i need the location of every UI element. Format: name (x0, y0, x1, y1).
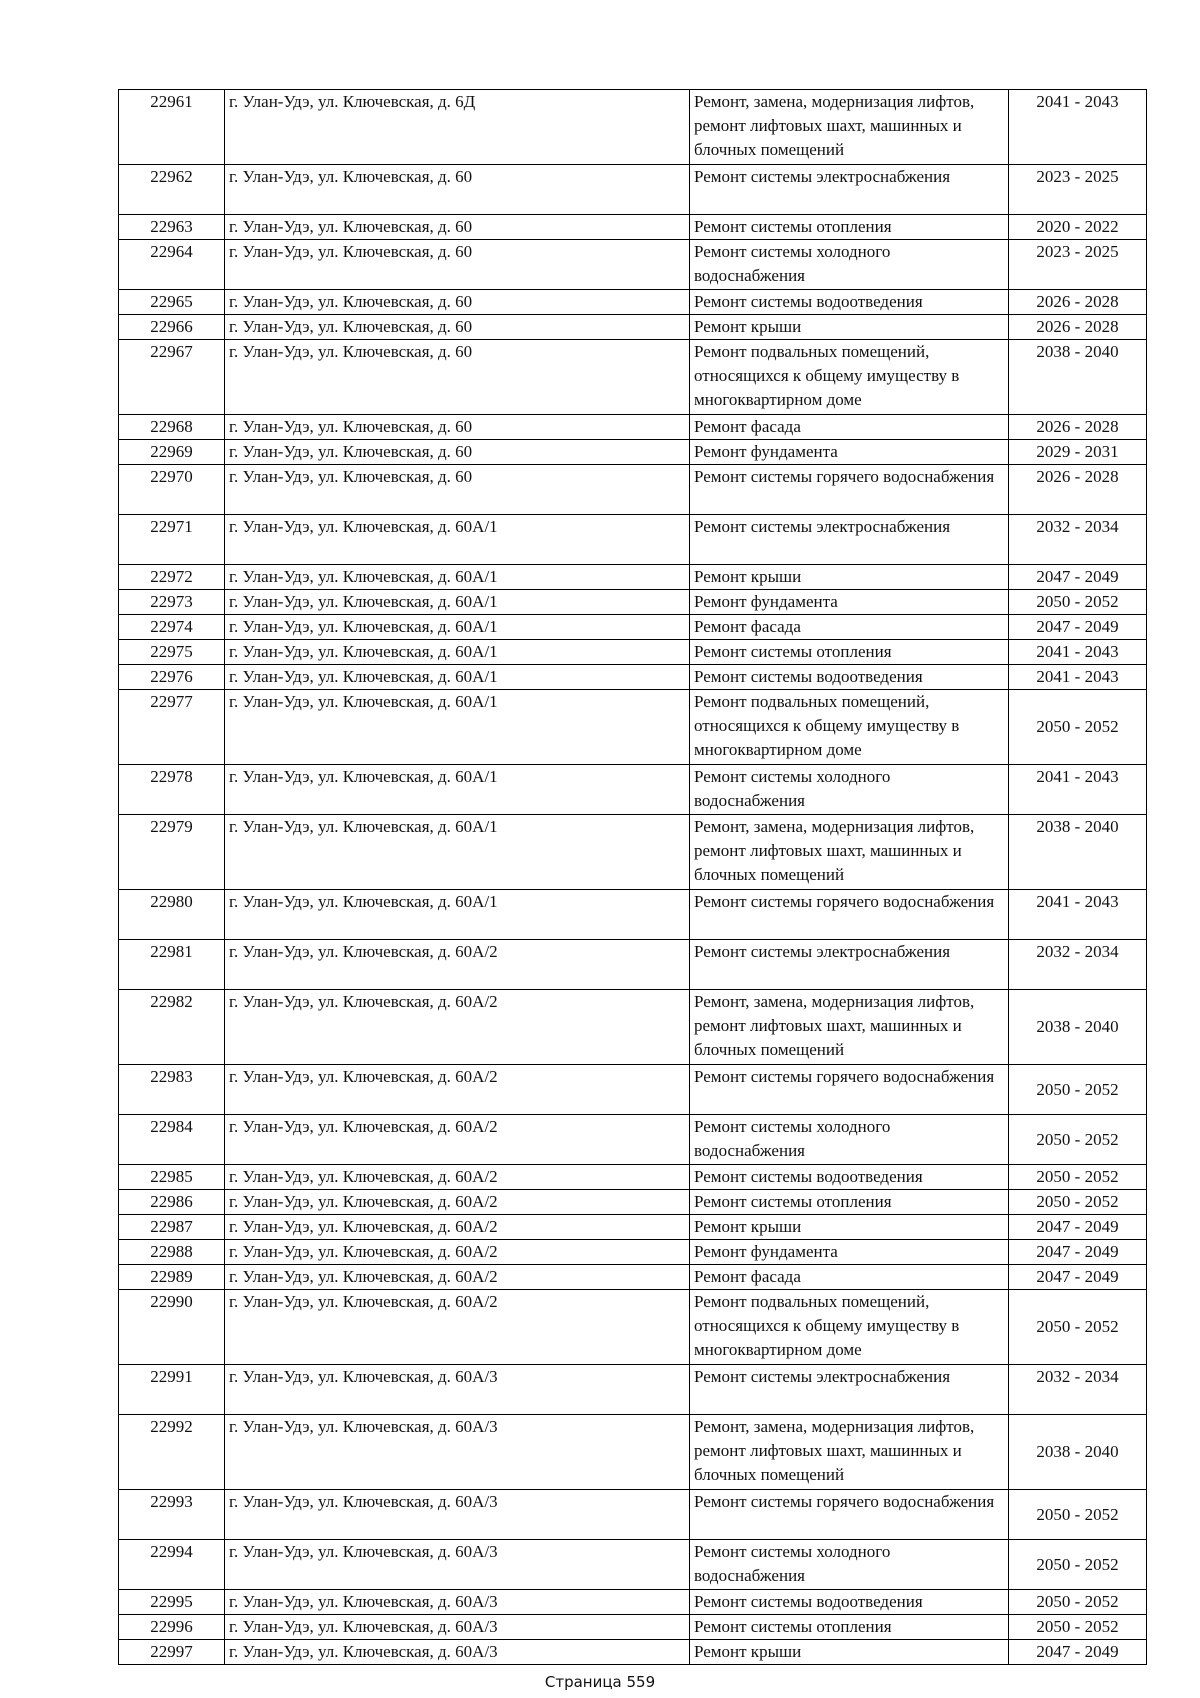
work-type-cell: Ремонт, замена, модернизация лифтов, ремонт лифтовых шахт, машинных и блочных помещений (690, 1415, 1009, 1490)
work-type-cell: Ремонт системы электроснабжения (690, 165, 1009, 215)
row-number-cell: 22963 (119, 215, 225, 240)
table-row (119, 1640, 1147, 1665)
row-number-cell: 22973 (119, 590, 225, 615)
table-row (119, 240, 1147, 290)
period-cell: 2023 - 2025 (1009, 240, 1147, 290)
page-number: Страница 559 (544, 1673, 656, 1691)
table-row (119, 590, 1147, 615)
row-number-cell: 22964 (119, 240, 225, 290)
address-cell: г. Улан-Удэ, ул. Ключевская, д. 60А/1 (225, 515, 690, 565)
address-cell: г. Улан-Удэ, ул. Ключевская, д. 60А/3 (225, 1415, 690, 1490)
period-cell: 2038 - 2040 (1009, 990, 1147, 1065)
address-cell: г. Улан-Удэ, ул. Ключевская, д. 60 (225, 465, 690, 515)
table-row (119, 515, 1147, 565)
table-row (119, 940, 1147, 990)
period-cell: 2032 - 2034 (1009, 1365, 1147, 1415)
row-number-cell: 22997 (119, 1640, 225, 1665)
table-row (119, 815, 1147, 890)
period-cell: 2050 - 2052 (1009, 1490, 1147, 1540)
work-type-cell: Ремонт фундамента (690, 590, 1009, 615)
work-type-cell: Ремонт крыши (690, 565, 1009, 590)
row-number-cell: 22978 (119, 765, 225, 815)
table-row (119, 615, 1147, 640)
period-cell: 2047 - 2049 (1009, 565, 1147, 590)
work-type-cell: Ремонт системы холодного водоснабжения (690, 240, 1009, 290)
address-cell: г. Улан-Удэ, ул. Ключевская, д. 60А/2 (225, 940, 690, 990)
period-cell: 2050 - 2052 (1009, 1615, 1147, 1640)
row-number-cell: 22991 (119, 1365, 225, 1415)
address-cell: г. Улан-Удэ, ул. Ключевская, д. 60А/2 (225, 990, 690, 1065)
address-cell: г. Улан-Удэ, ул. Ключевская, д. 60А/2 (225, 1065, 690, 1115)
table-row (119, 215, 1147, 240)
address-cell: г. Улан-Удэ, ул. Ключевская, д. 60А/1 (225, 665, 690, 690)
period-cell: 2038 - 2040 (1009, 1415, 1147, 1490)
address-cell: г. Улан-Удэ, ул. Ключевская, д. 60 (225, 340, 690, 415)
address-cell: г. Улан-Удэ, ул. Ключевская, д. 60 (225, 215, 690, 240)
row-number-cell: 22965 (119, 290, 225, 315)
row-number-cell: 22974 (119, 615, 225, 640)
table-row (119, 1065, 1147, 1115)
period-cell: 2020 - 2022 (1009, 215, 1147, 240)
table-row (119, 1415, 1147, 1490)
period-cell: 2050 - 2052 (1009, 1065, 1147, 1115)
table-row (119, 565, 1147, 590)
period-cell: 2041 - 2043 (1009, 890, 1147, 940)
period-cell: 2041 - 2043 (1009, 765, 1147, 815)
period-cell: 2029 - 2031 (1009, 440, 1147, 465)
address-cell: г. Улан-Удэ, ул. Ключевская, д. 60А/3 (225, 1365, 690, 1415)
period-cell: 2047 - 2049 (1009, 1265, 1147, 1290)
row-number-cell: 22962 (119, 165, 225, 215)
work-type-cell: Ремонт фундамента (690, 1240, 1009, 1265)
row-number-cell: 22983 (119, 1065, 225, 1115)
address-cell: г. Улан-Удэ, ул. Ключевская, д. 60 (225, 240, 690, 290)
row-number-cell: 22971 (119, 515, 225, 565)
row-number-cell: 22976 (119, 665, 225, 690)
table-row (119, 990, 1147, 1065)
work-type-cell: Ремонт подвальных помещений, относящихся к общему имуществу в многоквартирном доме (690, 1290, 1009, 1365)
address-cell: г. Улан-Удэ, ул. Ключевская, д. 60А/3 (225, 1540, 690, 1590)
work-type-cell: Ремонт подвальных помещений, относящихся к общему имуществу в многоквартирном доме (690, 690, 1009, 765)
row-number-cell: 22994 (119, 1540, 225, 1590)
period-cell: 2047 - 2049 (1009, 1240, 1147, 1265)
row-number-cell: 22986 (119, 1190, 225, 1215)
address-cell: г. Улан-Удэ, ул. Ключевская, д. 60 (225, 290, 690, 315)
work-type-cell: Ремонт системы электроснабжения (690, 1365, 1009, 1415)
work-type-cell: Ремонт, замена, модернизация лифтов, ремонт лифтовых шахт, машинных и блочных помещений (690, 990, 1009, 1065)
work-type-cell: Ремонт системы холодного водоснабжения (690, 1115, 1009, 1165)
row-number-cell: 22972 (119, 565, 225, 590)
row-number-cell: 22995 (119, 1590, 225, 1615)
period-cell: 2041 - 2043 (1009, 90, 1147, 165)
address-cell: г. Улан-Удэ, ул. Ключевская, д. 60 (225, 165, 690, 215)
address-cell: г. Улан-Удэ, ул. Ключевская, д. 60 (225, 315, 690, 340)
period-cell: 2041 - 2043 (1009, 665, 1147, 690)
row-number-cell: 22987 (119, 1215, 225, 1240)
period-cell: 2023 - 2025 (1009, 165, 1147, 215)
table-row (119, 1290, 1147, 1365)
work-type-cell: Ремонт системы электроснабжения (690, 515, 1009, 565)
work-type-cell: Ремонт фундамента (690, 440, 1009, 465)
work-type-cell: Ремонт системы горячего водоснабжения (690, 890, 1009, 940)
row-number-cell: 22981 (119, 940, 225, 990)
address-cell: г. Улан-Удэ, ул. Ключевская, д. 60А/1 (225, 690, 690, 765)
table-row (119, 1615, 1147, 1640)
table-row (119, 1365, 1147, 1415)
table-row (119, 665, 1147, 690)
table-row (119, 1490, 1147, 1540)
address-cell: г. Улан-Удэ, ул. Ключевская, д. 6Д (225, 90, 690, 165)
work-type-cell: Ремонт системы отопления (690, 215, 1009, 240)
work-type-cell: Ремонт системы водоотведения (690, 1165, 1009, 1190)
table-row (119, 465, 1147, 515)
address-cell: г. Улан-Удэ, ул. Ключевская, д. 60А/2 (225, 1165, 690, 1190)
work-type-cell: Ремонт крыши (690, 1215, 1009, 1240)
table-row (119, 1190, 1147, 1215)
table-row (119, 415, 1147, 440)
period-cell: 2050 - 2052 (1009, 690, 1147, 765)
address-cell: г. Улан-Удэ, ул. Ключевская, д. 60А/2 (225, 1265, 690, 1290)
period-cell: 2038 - 2040 (1009, 815, 1147, 890)
table-row (119, 1590, 1147, 1615)
address-cell: г. Улан-Удэ, ул. Ключевская, д. 60А/1 (225, 815, 690, 890)
repair-schedule-table (118, 89, 1147, 1665)
address-cell: г. Улан-Удэ, ул. Ключевская, д. 60А/1 (225, 615, 690, 640)
table-row (119, 640, 1147, 665)
period-cell: 2026 - 2028 (1009, 315, 1147, 340)
period-cell: 2050 - 2052 (1009, 1165, 1147, 1190)
work-type-cell: Ремонт системы водоотведения (690, 665, 1009, 690)
work-type-cell: Ремонт фасада (690, 1265, 1009, 1290)
period-cell: 2047 - 2049 (1009, 1640, 1147, 1665)
period-cell: 2047 - 2049 (1009, 1215, 1147, 1240)
work-type-cell: Ремонт крыши (690, 315, 1009, 340)
address-cell: г. Улан-Удэ, ул. Ключевская, д. 60А/1 (225, 565, 690, 590)
table-row (119, 1240, 1147, 1265)
row-number-cell: 22988 (119, 1240, 225, 1265)
table-row (119, 1265, 1147, 1290)
table-row (119, 765, 1147, 815)
address-cell: г. Улан-Удэ, ул. Ключевская, д. 60А/1 (225, 890, 690, 940)
row-number-cell: 22967 (119, 340, 225, 415)
table-row (119, 690, 1147, 765)
row-number-cell: 22985 (119, 1165, 225, 1190)
period-cell: 2038 - 2040 (1009, 340, 1147, 415)
table-row (119, 1165, 1147, 1190)
row-number-cell: 22980 (119, 890, 225, 940)
table-row (119, 1115, 1147, 1165)
row-number-cell: 22975 (119, 640, 225, 665)
row-number-cell: 22993 (119, 1490, 225, 1540)
table-row (119, 440, 1147, 465)
table-row (119, 290, 1147, 315)
period-cell: 2026 - 2028 (1009, 415, 1147, 440)
work-type-cell: Ремонт системы водоотведения (690, 1590, 1009, 1615)
work-type-cell: Ремонт системы водоотведения (690, 290, 1009, 315)
address-cell: г. Улан-Удэ, ул. Ключевская, д. 60А/1 (225, 590, 690, 615)
row-number-cell: 22979 (119, 815, 225, 890)
work-type-cell: Ремонт системы электроснабжения (690, 940, 1009, 990)
period-cell: 2032 - 2034 (1009, 515, 1147, 565)
work-type-cell: Ремонт системы холодного водоснабжения (690, 1540, 1009, 1590)
address-cell: г. Улан-Удэ, ул. Ключевская, д. 60А/1 (225, 640, 690, 665)
work-type-cell: Ремонт подвальных помещений, относящихся к общему имуществу в многоквартирном доме (690, 340, 1009, 415)
period-cell: 2026 - 2028 (1009, 465, 1147, 515)
address-cell: г. Улан-Удэ, ул. Ключевская, д. 60А/2 (225, 1215, 690, 1240)
table-row (119, 90, 1147, 165)
row-number-cell: 22970 (119, 465, 225, 515)
row-number-cell: 22982 (119, 990, 225, 1065)
work-type-cell: Ремонт системы отопления (690, 1190, 1009, 1215)
table-row (119, 1215, 1147, 1240)
period-cell: 2050 - 2052 (1009, 1540, 1147, 1590)
work-type-cell: Ремонт системы отопления (690, 1615, 1009, 1640)
address-cell: г. Улан-Удэ, ул. Ключевская, д. 60 (225, 440, 690, 465)
address-cell: г. Улан-Удэ, ул. Ключевская, д. 60А/2 (225, 1190, 690, 1215)
period-cell: 2050 - 2052 (1009, 1290, 1147, 1365)
work-type-cell: Ремонт системы отопления (690, 640, 1009, 665)
row-number-cell: 22968 (119, 415, 225, 440)
period-cell: 2041 - 2043 (1009, 640, 1147, 665)
row-number-cell: 22969 (119, 440, 225, 465)
work-type-cell: Ремонт, замена, модернизация лифтов, ремонт лифтовых шахт, машинных и блочных помещений (690, 815, 1009, 890)
address-cell: г. Улан-Удэ, ул. Ключевская, д. 60А/3 (225, 1615, 690, 1640)
period-cell: 2050 - 2052 (1009, 1190, 1147, 1215)
table-row (119, 1540, 1147, 1590)
row-number-cell: 22990 (119, 1290, 225, 1365)
table-row (119, 890, 1147, 940)
row-number-cell: 22984 (119, 1115, 225, 1165)
work-type-cell: Ремонт системы горячего водоснабжения (690, 1490, 1009, 1540)
period-cell: 2050 - 2052 (1009, 1115, 1147, 1165)
row-number-cell: 22992 (119, 1415, 225, 1490)
work-type-cell: Ремонт системы горячего водоснабжения (690, 465, 1009, 515)
row-number-cell: 22961 (119, 90, 225, 165)
address-cell: г. Улан-Удэ, ул. Ключевская, д. 60А/1 (225, 765, 690, 815)
work-type-cell: Ремонт фасада (690, 415, 1009, 440)
work-type-cell: Ремонт крыши (690, 1640, 1009, 1665)
address-cell: г. Улан-Удэ, ул. Ключевская, д. 60А/2 (225, 1115, 690, 1165)
table-row (119, 340, 1147, 415)
address-cell: г. Улан-Удэ, ул. Ключевская, д. 60А/3 (225, 1590, 690, 1615)
row-number-cell: 22996 (119, 1615, 225, 1640)
work-type-cell: Ремонт системы холодного водоснабжения (690, 765, 1009, 815)
period-cell: 2026 - 2028 (1009, 290, 1147, 315)
row-number-cell: 22977 (119, 690, 225, 765)
table-row (119, 165, 1147, 215)
period-cell: 2050 - 2052 (1009, 1590, 1147, 1615)
row-number-cell: 22966 (119, 315, 225, 340)
period-cell: 2050 - 2052 (1009, 590, 1147, 615)
address-cell: г. Улан-Удэ, ул. Ключевская, д. 60А/3 (225, 1640, 690, 1665)
address-cell: г. Улан-Удэ, ул. Ключевская, д. 60 (225, 415, 690, 440)
address-cell: г. Улан-Удэ, ул. Ключевская, д. 60А/2 (225, 1240, 690, 1265)
period-cell: 2032 - 2034 (1009, 940, 1147, 990)
work-type-cell: Ремонт, замена, модернизация лифтов, ремонт лифтовых шахт, машинных и блочных помещений (690, 90, 1009, 165)
address-cell: г. Улан-Удэ, ул. Ключевская, д. 60А/2 (225, 1290, 690, 1365)
period-cell: 2047 - 2049 (1009, 615, 1147, 640)
row-number-cell: 22989 (119, 1265, 225, 1290)
address-cell: г. Улан-Удэ, ул. Ключевская, д. 60А/3 (225, 1490, 690, 1540)
work-type-cell: Ремонт системы горячего водоснабжения (690, 1065, 1009, 1115)
work-type-cell: Ремонт фасада (690, 615, 1009, 640)
table-row (119, 315, 1147, 340)
table-body (119, 90, 1147, 1665)
